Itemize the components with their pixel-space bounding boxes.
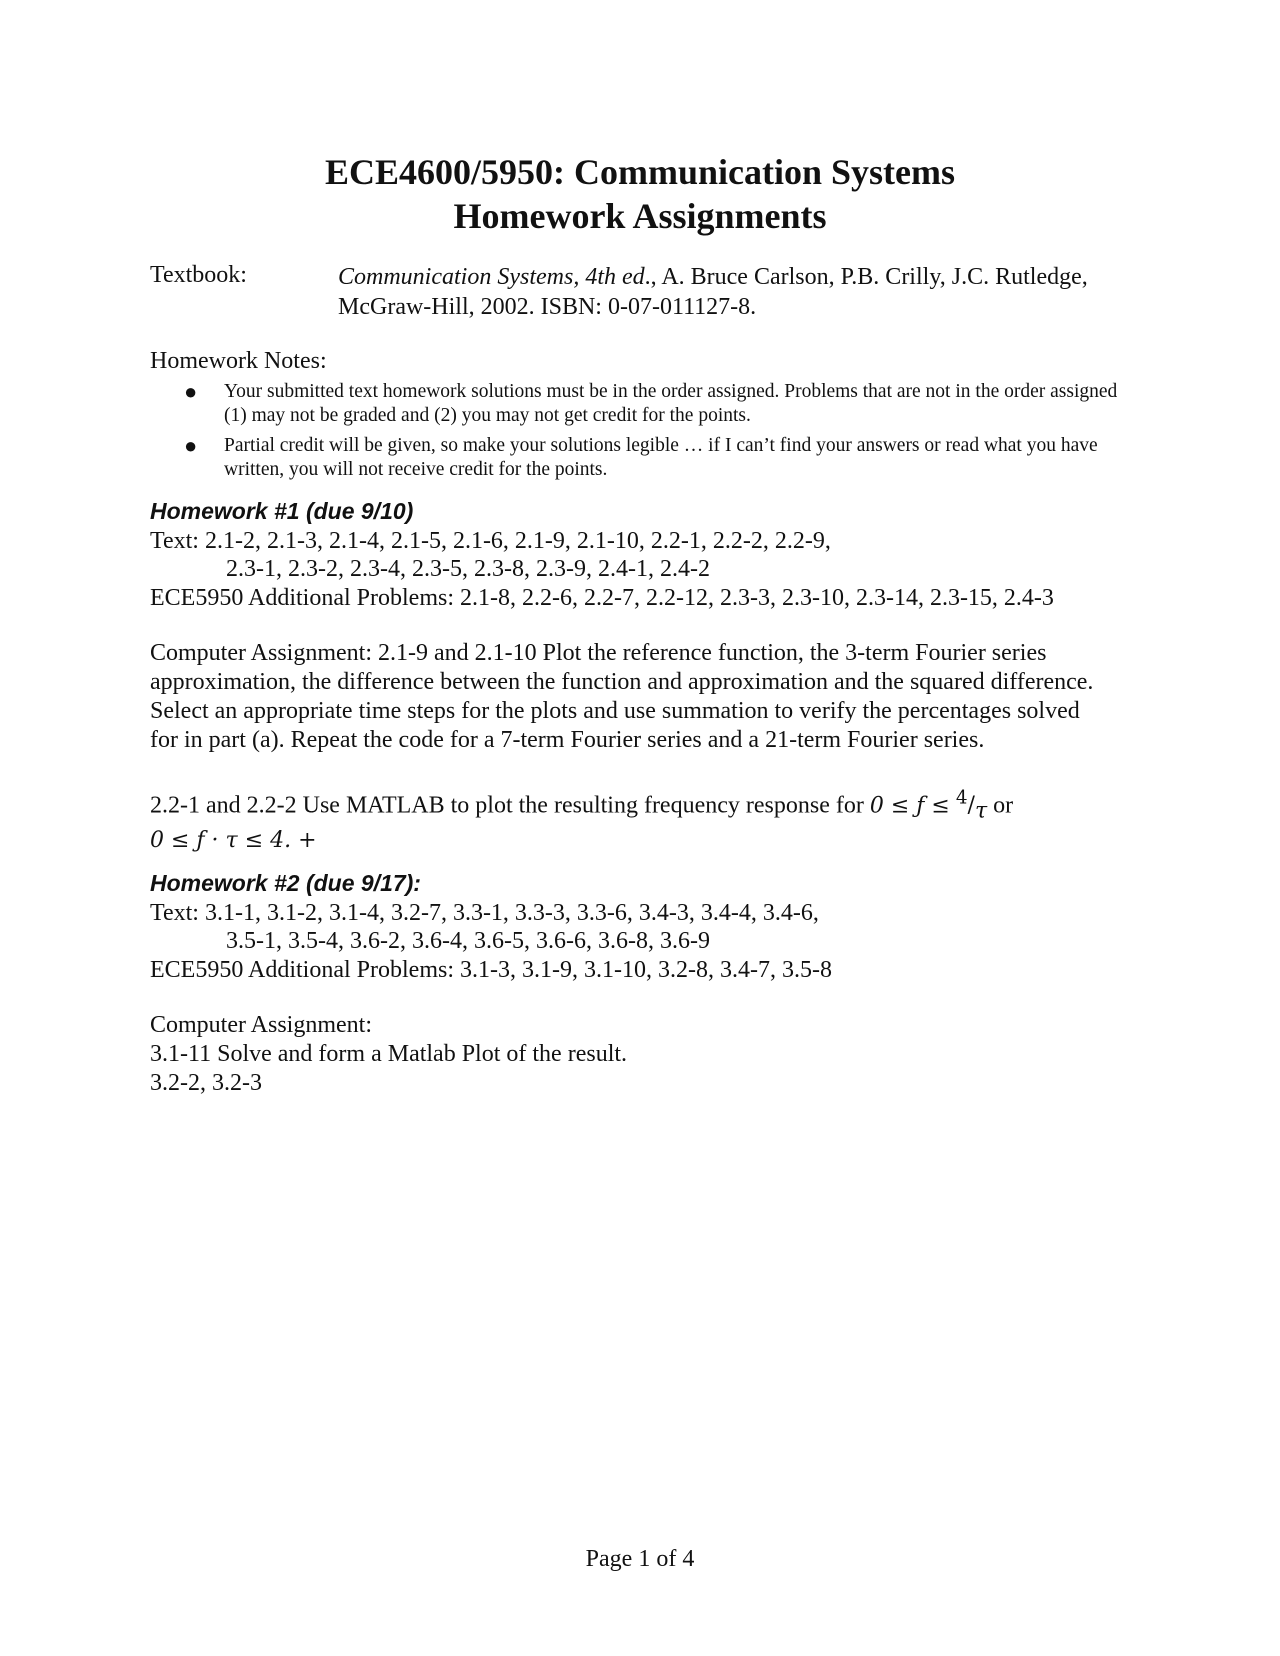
page-subtitle: Homework Assignments bbox=[453, 196, 827, 236]
notes-heading: Homework Notes: bbox=[150, 348, 327, 374]
hw1-text-line2: 2.3-1, 2.3-2, 2.3-4, 2.3-5, 2.3-8, 2.3-9, 2.4-1, 2.4-2 bbox=[226, 556, 710, 582]
fraction: $^4/_\tau$ bbox=[955, 788, 988, 824]
list-item: ● Your submitted text homework solutions must be in the order assigned. Problems that are not in the order assigned (1) may not be graded and (2) you may not get credit for the points. bbox=[184, 379, 1118, 426]
hw2-computer-heading: Computer Assignment: bbox=[150, 1012, 372, 1038]
hw2-additional: ECE5950 Additional Problems: 3.1-3, 3.1-9, 3.1-10, 3.2-8, 3.4-7, 3.5-8 bbox=[150, 957, 832, 983]
textbook-citation bbox=[338, 262, 1158, 322]
math-range-2: 0 ≤ ƒ · τ ≤ 4. + bbox=[150, 827, 317, 853]
hw2-computer-line2: 3.2-2, 3.2-3 bbox=[150, 1070, 262, 1096]
textbook-publisher: McGraw-Hill, 2002. ISBN: 0-07-011127-8. bbox=[338, 294, 757, 320]
bullet-icon: ● bbox=[184, 433, 198, 458]
hw1-matlab-note: 2.2-1 and 2.2-2 Use MATLAB to plot the resulting frequency response for 0 ≤ ƒ ≤ $^4/_\tau$ or 0 ≤ ƒ · τ ≤ 4. + bbox=[150, 788, 1014, 853]
hw1-text-line1: Text: 2.1-2, 2.1-3, 2.1-4, 2.1-5, 2.1-6, 2.1-9, 2.1-10, 2.2-1, 2.2-2, 2.2-9, bbox=[150, 528, 831, 554]
textbook-authors: ., A. Bruce Carlson, P.B. Crilly, J.C. Rutledge, bbox=[644, 264, 1088, 290]
hw2-text-line1: Text: 3.1-1, 3.1-2, 3.1-4, 3.2-7, 3.3-1, 3.3-3, 3.3-6, 3.4-3, 3.4-4, 3.4-6, bbox=[150, 900, 819, 926]
textbook-label: Textbook: bbox=[150, 262, 247, 288]
hw1-computer-assignment: Computer Assignment: 2.1-9 and 2.1-10 Plot the reference function, the 3-term Fourier series approximation, the difference between the function and approximation and the squared difference. Select an appropriate time steps for the plots and use summation to verify the percentages solved for in part (a). Repeat the code for a 7-term Fourier series and a 21-term Fourier series. bbox=[150, 640, 1094, 753]
notes-list bbox=[150, 380, 1130, 488]
list-item: ● Partial credit will be given, so make your solutions legible … if I can’t find your answers or read what you have written, you will not receive credit for the points. bbox=[184, 433, 1098, 480]
hw1-heading: Homework #1 (due 9/10) bbox=[150, 498, 414, 524]
bullet-icon: ● bbox=[184, 379, 198, 404]
page-title: ECE4600/5950: Communication Systems bbox=[324, 152, 956, 192]
textbook-title: Communication Systems, 4th ed bbox=[338, 264, 645, 290]
page-number: Page 1 of 4 bbox=[585, 1546, 695, 1572]
hw2-computer-line1: 3.1-11 Solve and form a Matlab Plot of the result. bbox=[150, 1041, 628, 1067]
hw2-heading: Homework #2 (due 9/17): bbox=[150, 870, 421, 896]
math-range: 0 ≤ ƒ ≤ bbox=[869, 793, 950, 819]
hw2-text-line2: 3.5-1, 3.5-4, 3.6-2, 3.6-4, 3.6-5, 3.6-6, 3.6-8, 3.6-9 bbox=[226, 928, 710, 954]
hw1-additional: ECE5950 Additional Problems: 2.1-8, 2.2-6, 2.2-7, 2.2-12, 2.3-3, 2.3-10, 2.3-14, 2.3-15, 2.4-3 bbox=[150, 585, 1054, 611]
